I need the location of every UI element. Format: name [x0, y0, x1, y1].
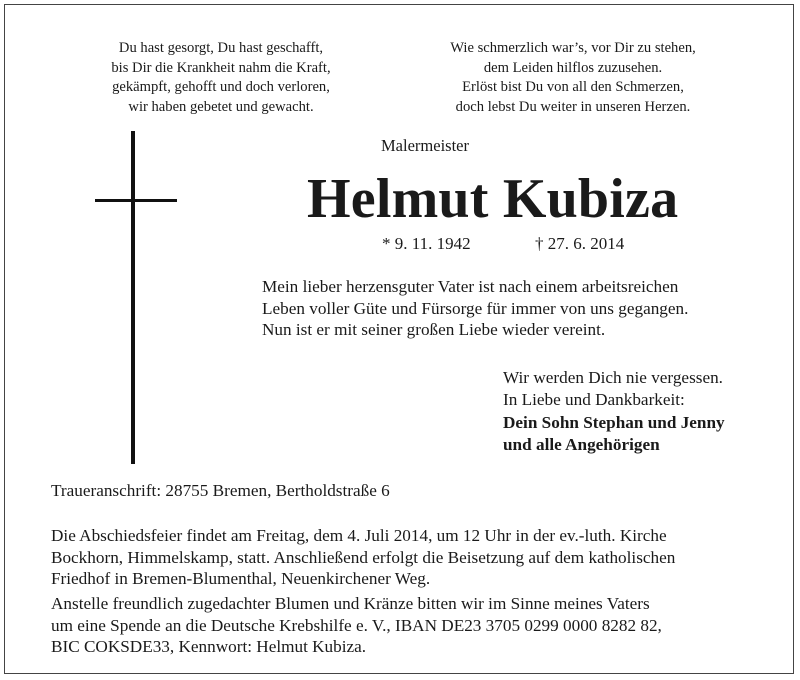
verse-line: gekämpft, gehofft und doch verloren, — [112, 79, 330, 95]
cross-icon-crossbar — [95, 199, 177, 202]
verse-line: doch lebst Du weiter in unseren Herzen. — [455, 98, 691, 115]
donation-line: BIC COKSDE33, Kennwort: Helmut Kubiza. — [51, 637, 367, 656]
verse-left — [61, 39, 381, 117]
verse-line: bis Dir die Krankheit nahm die Kraft, — [111, 59, 331, 76]
donation-info — [51, 593, 773, 658]
service-line: Friedhof in Bremen-Blumenthal, Neuenkirchener Weg. — [51, 569, 431, 588]
tribute-line: Nun ist er mit seiner großen Liebe wieder vereint. — [262, 320, 606, 339]
verse-line: Wie schmerzlich war’s, vor Dir zu stehen, — [450, 40, 696, 56]
service-info — [51, 525, 773, 590]
verse-line: dem Leiden hilflos zuzusehen. — [483, 59, 663, 76]
deceased-name: Helmut Kubiza — [307, 168, 679, 230]
family-line: und alle Angehörigen — [503, 434, 660, 454]
closing-line: Wir werden Dich nie vergessen. — [503, 368, 723, 387]
verse-line: wir haben gebetet und gewacht. — [128, 98, 314, 115]
family-line: Dein Sohn Stephan und Jenny — [503, 413, 725, 432]
tribute-text — [262, 276, 782, 341]
closing-line: In Liebe und Dankbarkeit: — [503, 389, 685, 409]
tribute-line: Leben voller Güte und Fürsorge für immer von uns gegangen. — [262, 298, 689, 318]
death-date: † 27. 6. 2014 — [535, 234, 625, 253]
cross-icon — [131, 131, 135, 464]
donation-line: Anstelle freundlich zugedachter Blumen und Kränze bitten wir im Sinne meines Vaters — [51, 594, 650, 613]
verse-line: Erlöst bist Du von all den Schmerzen, — [462, 79, 684, 95]
service-line: Die Abschiedsfeier findet am Freitag, dem 4. Juli 2014, um 12 Uhr in der ev.-luth. Kirche — [51, 526, 667, 545]
verse-line: Du hast gesorgt, Du hast geschafft, — [118, 40, 324, 56]
closing-text — [503, 367, 723, 410]
verse-right — [413, 39, 733, 117]
family-signature — [503, 412, 725, 455]
donation-line: um eine Spende an die Deutsche Krebshilfe e. V., IBAN DE23 3705 0299 0000 8282 82, — [51, 615, 662, 635]
obituary-notice — [4, 4, 794, 674]
birth-date: * 9. 11. 1942 — [382, 234, 471, 253]
deceased-profession: Malermeister — [381, 136, 469, 155]
tribute-line: Mein lieber herzensguter Vater ist nach einem arbeitsreichen — [262, 277, 679, 296]
condolence-address: Traueranschrift: 28755 Bremen, Bertholdstraße 6 — [51, 481, 390, 500]
service-line: Bockhorn, Himmelskamp, statt. Anschließend erfolgt die Beisetzung auf dem katholischen — [51, 547, 676, 567]
